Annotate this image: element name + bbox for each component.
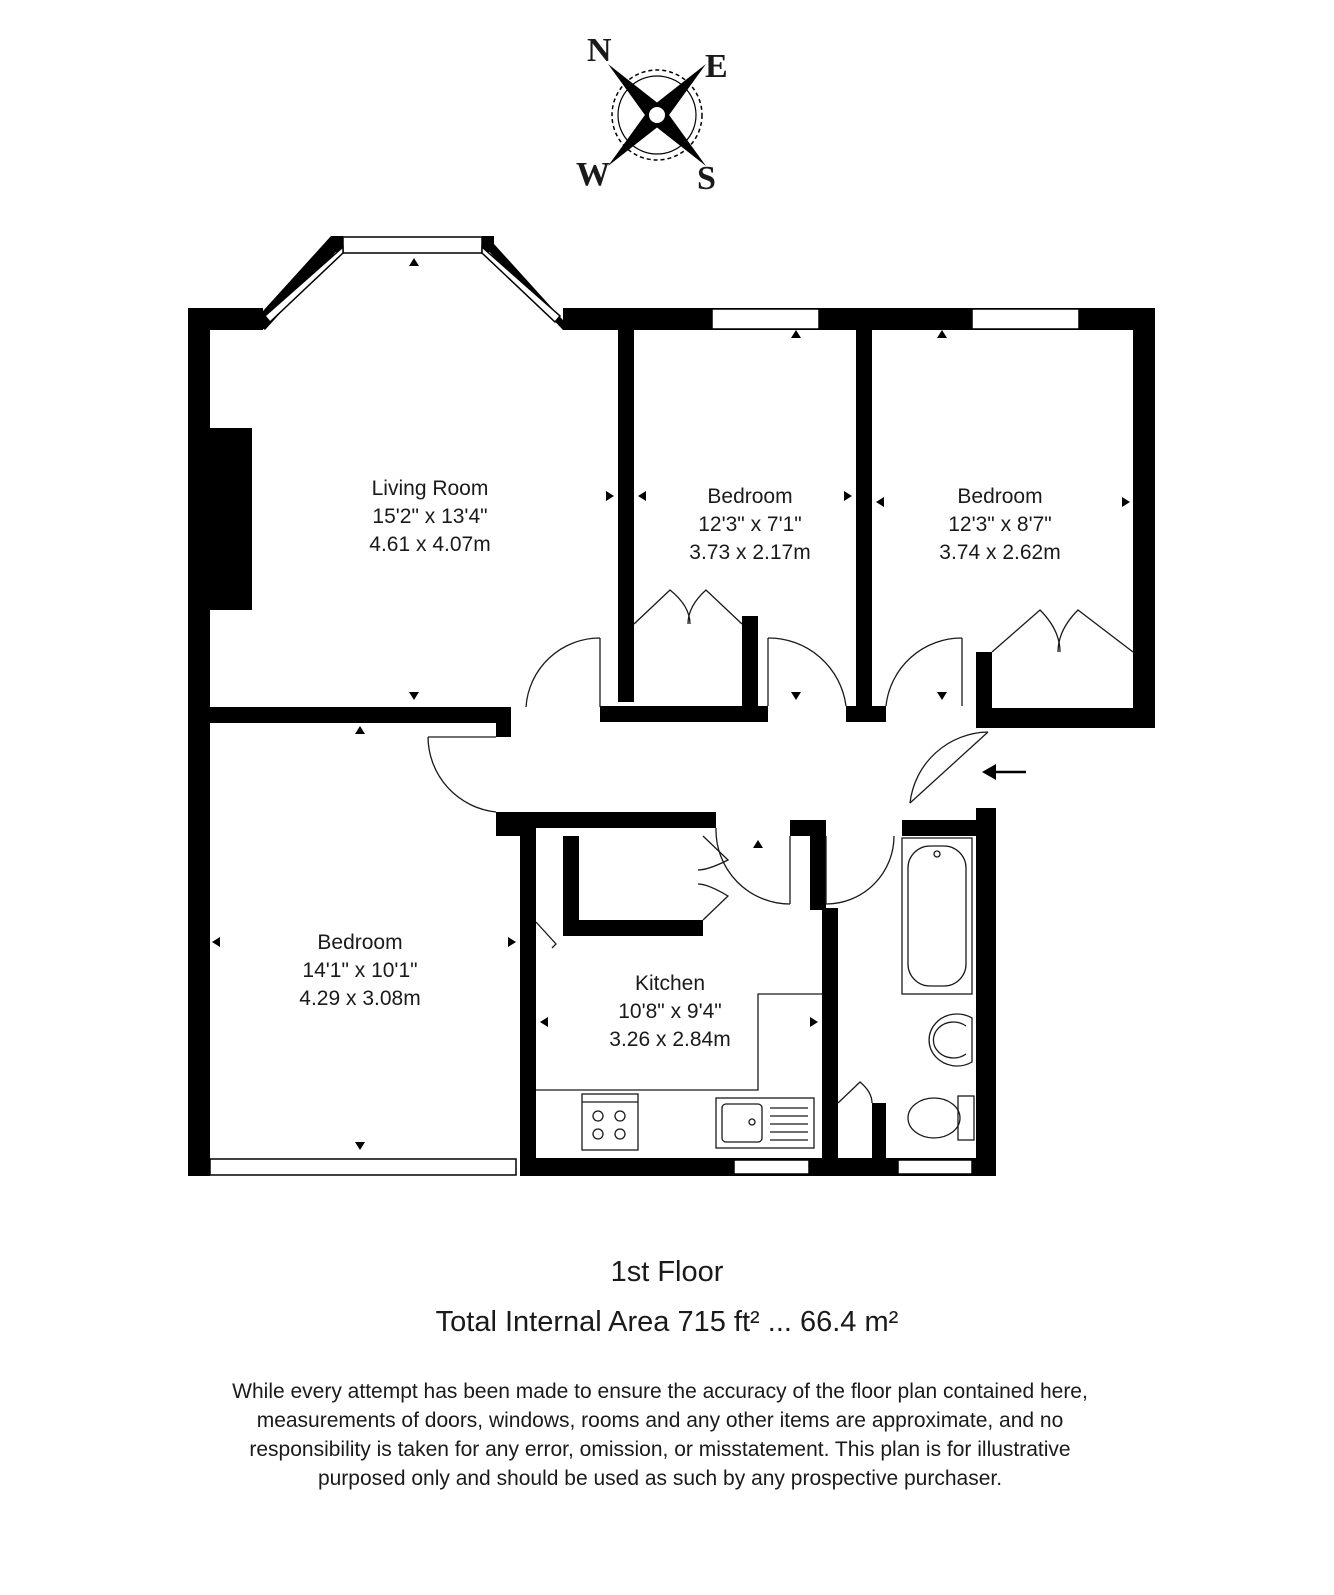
disclaimer: While every attempt has been made to ensure the accuracy of the floor plan contained here, measurements of doors, windows, rooms and any other items are approximate, and no responsibility is taken for any error, omission, or misstatement. This plan is for illustrative purposed only and should be used as such by any prospective purchaser.	[232, 1380, 1088, 1490]
compass-icon	[608, 64, 706, 166]
total-area: Total Internal Area 715 ft² ... 66.4 m²	[435, 1306, 899, 1338]
compass-north-label: N	[587, 32, 612, 69]
compass-west-label: W	[576, 156, 610, 193]
floor-title: 1st Floor	[610, 1256, 724, 1288]
room-label-living-room	[320, 475, 540, 559]
room-size-imperial: 12'3" x 8'7"	[948, 513, 1052, 536]
room-size-metric: 3.73 x 2.17m	[689, 541, 811, 564]
bathroom-fittings	[902, 838, 974, 1140]
room-size-imperial: 15'2" x 13'4"	[372, 505, 488, 528]
room-name: Bedroom	[957, 485, 1043, 508]
room-label-bedroom-1	[250, 929, 470, 1013]
compass-east-label: E	[705, 48, 728, 85]
room-size-metric: 4.61 x 4.07m	[369, 533, 491, 556]
room-name: Bedroom	[317, 931, 403, 954]
room-size-metric: 3.74 x 2.62m	[939, 541, 1061, 564]
entrance-arrow-icon	[982, 764, 1026, 780]
room-label-kitchen	[560, 970, 780, 1054]
room-name: Bedroom	[707, 485, 793, 508]
room-name: Living Room	[371, 477, 489, 500]
room-name: Kitchen	[634, 972, 706, 995]
room-label-bedroom-2	[640, 483, 860, 567]
compass-south-label: S	[697, 160, 716, 197]
room-size-metric: 3.26 x 2.84m	[609, 1028, 731, 1051]
room-size-imperial: 14'1" x 10'1"	[302, 959, 418, 982]
room-size-imperial: 12'3" x 7'1"	[698, 513, 802, 536]
room-size-metric: 4.29 x 3.08m	[299, 987, 421, 1010]
room-label-bedroom-3	[890, 483, 1110, 567]
room-size-imperial: 10'8" x 9'4"	[618, 1000, 722, 1023]
bath-icon	[902, 838, 972, 994]
